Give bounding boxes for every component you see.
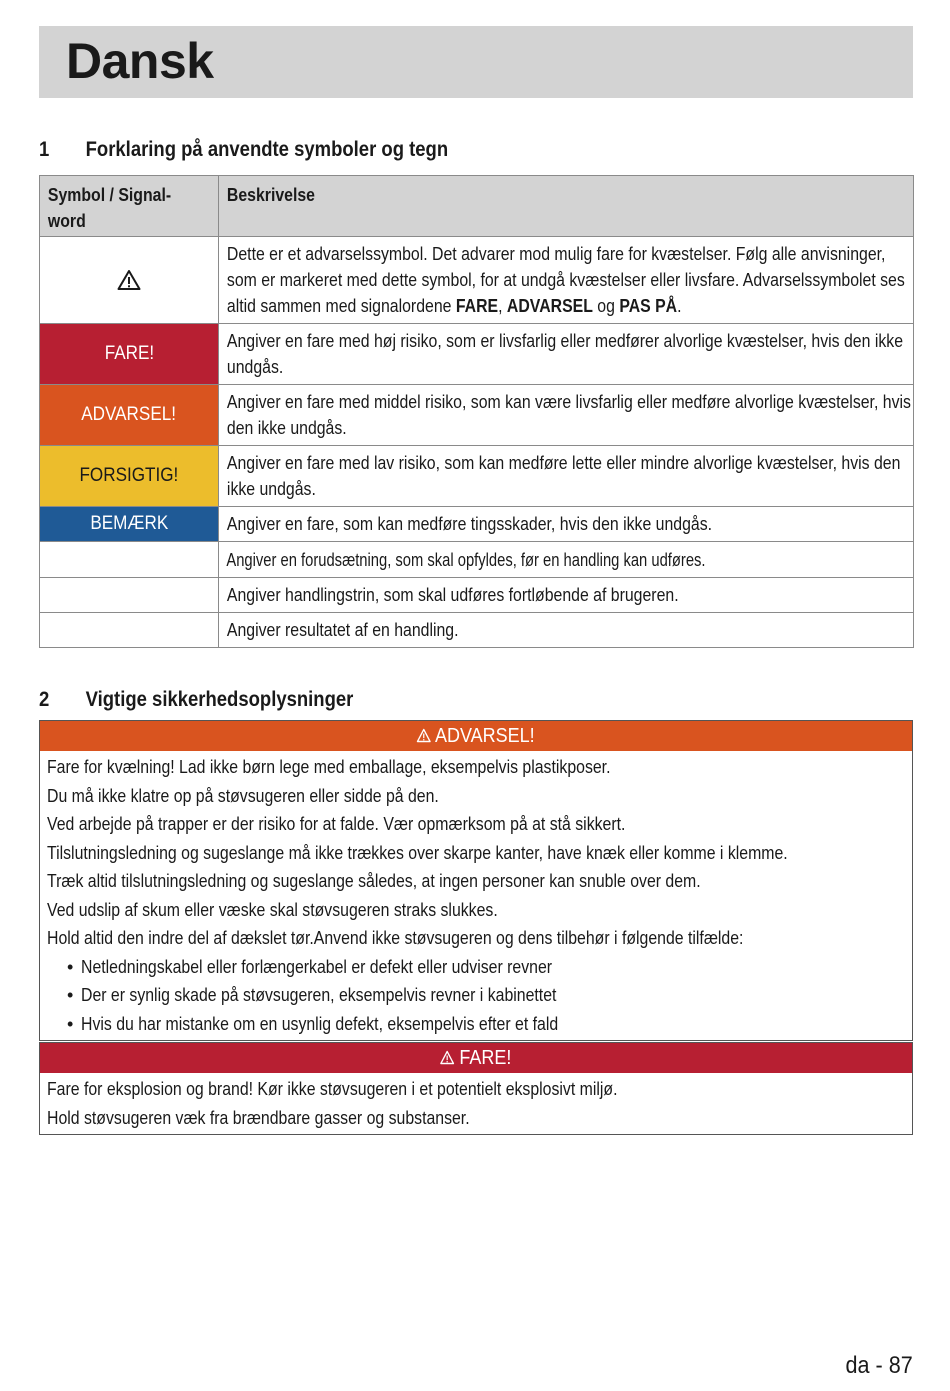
row-description: Angiver en fare med lav risiko, som kan medføre lette eller mindre alvorlige kvæstelser, hvis den ikke undgås. [219,446,914,507]
warning-notice-box [39,720,913,1041]
page-title: Dansk [66,33,214,89]
section-number: 2 [39,688,50,711]
warning-line: Fare for kvælning! Lad ikke børn lege med emballage, eksempelvis plastikposer. [47,757,611,777]
warning-line: Tilslutningsledning og sugeslange må ikke trækkes over skarpe kanter, have knæk eller komme i klemme. [47,842,788,863]
row-description: Angiver en fare med middel risiko, som kan være livsfarlig eller medføre alvorlige kvæstelser, hvis den ikke undgås. [219,385,914,446]
table-row [40,613,914,648]
warning-line: Du må ikke klatre op på støvsugeren eller sidde på den. [47,785,439,806]
section-1-heading [39,138,448,162]
row-description: Angiver en fare, som kan medføre tingsskader, hvis den ikke undgås. [219,507,914,542]
table-row [40,385,914,446]
list-item: • Netledningskabel eller forlængerkabel er defekt eller udviser revner [67,956,553,977]
signal-advarsel: ADVARSEL! [40,385,219,446]
table-row [40,237,914,324]
warning-triangle-icon [440,1050,454,1065]
danger-notice-box [39,1042,913,1135]
section-title: Forklaring på anvendte symboler og tegn [85,138,449,161]
row-description: Angiver en fare med høj risiko, som er livsfarlig eller medfører alvorlige kvæstelser, hvis den ikke undgås. [219,324,914,385]
signal-fare: FARE! [40,324,219,385]
warning-label: ADVARSEL! [435,725,536,747]
danger-line: Hold støvsugeren væk fra brændbare gasser og substanser. [47,1107,470,1128]
header-description: Beskrivelse [219,176,914,237]
danger-line: Fare for eksplosion og brand! Kør ikke støvsugeren i et potentielt eksplosivt miljø. [47,1079,618,1099]
section-2-heading [39,688,353,712]
table-header-row [40,176,914,237]
table-row [40,324,914,385]
row-description: Angiver handlingstrin, som skal udføres fortløbende af brugeren. [219,578,914,613]
section-title: Vigtige sikkerhedsoplysninger [85,688,354,711]
section-number: 1 [39,138,50,161]
language-banner [39,26,913,98]
prerequisite-triangle-icon: △ [40,542,219,578]
warning-line: Ved udslip af skum eller væske skal støvsugeren straks slukkes. [47,899,498,920]
table-row [40,507,914,542]
row-description: Dette er et advarselssymbol. Det advarer mod mulig fare for kvæstelser. Følg alle anvisninger, som er markeret med dette symbol, for at undgå kvæstelser eller livsfare. Advarselssymbolet ses altid sammen med signalordene FARE, ADVARSEL og PAS PÅ. [219,237,914,324]
action-step-arrow-icon: ▸ [40,578,219,613]
signal-bemaerk: BEMÆRK [40,507,219,542]
page-number: da - 87 [845,1352,913,1379]
list-item: • Hvis du har mistanke om en usynlig defekt, eksempelvis efter et fald [67,1013,559,1034]
warning-line: Hold altid den indre del af dækslet tør.Anvend ikke støvsugeren og dens tilbehør i følgende tilfælde: [47,928,744,948]
table-row [40,578,914,613]
table-row [40,446,914,507]
table-row [40,542,914,578]
warning-triangle-icon [40,237,219,324]
list-item: • Der er synlig skade på støvsugeren, eksempelvis revner i kabinettet [67,985,557,1005]
warning-triangle-icon [417,728,431,743]
warning-bar [40,721,912,751]
row-description: Angiver resultatet af en handling. [219,613,914,648]
header-symbol: Symbol / Signal- word [40,176,219,237]
warning-line: Træk altid tilslutningsledning og sugeslange således, at ingen personer kan snuble over dem. [47,871,701,891]
warning-line: Ved arbejde på trapper er der risiko for at falde. Vær opmærksom på at stå sikkert. [47,814,626,834]
row-description: Angiver en forudsætning, som skal opfyldes, før en handling kan udføres. [219,542,914,578]
signal-forsigtig: FORSIGTIG! [40,446,219,507]
danger-label: FARE! [459,1047,512,1069]
result-arrow-icon: ↳ [40,613,219,648]
symbol-table [39,175,914,648]
danger-bar [40,1043,912,1073]
